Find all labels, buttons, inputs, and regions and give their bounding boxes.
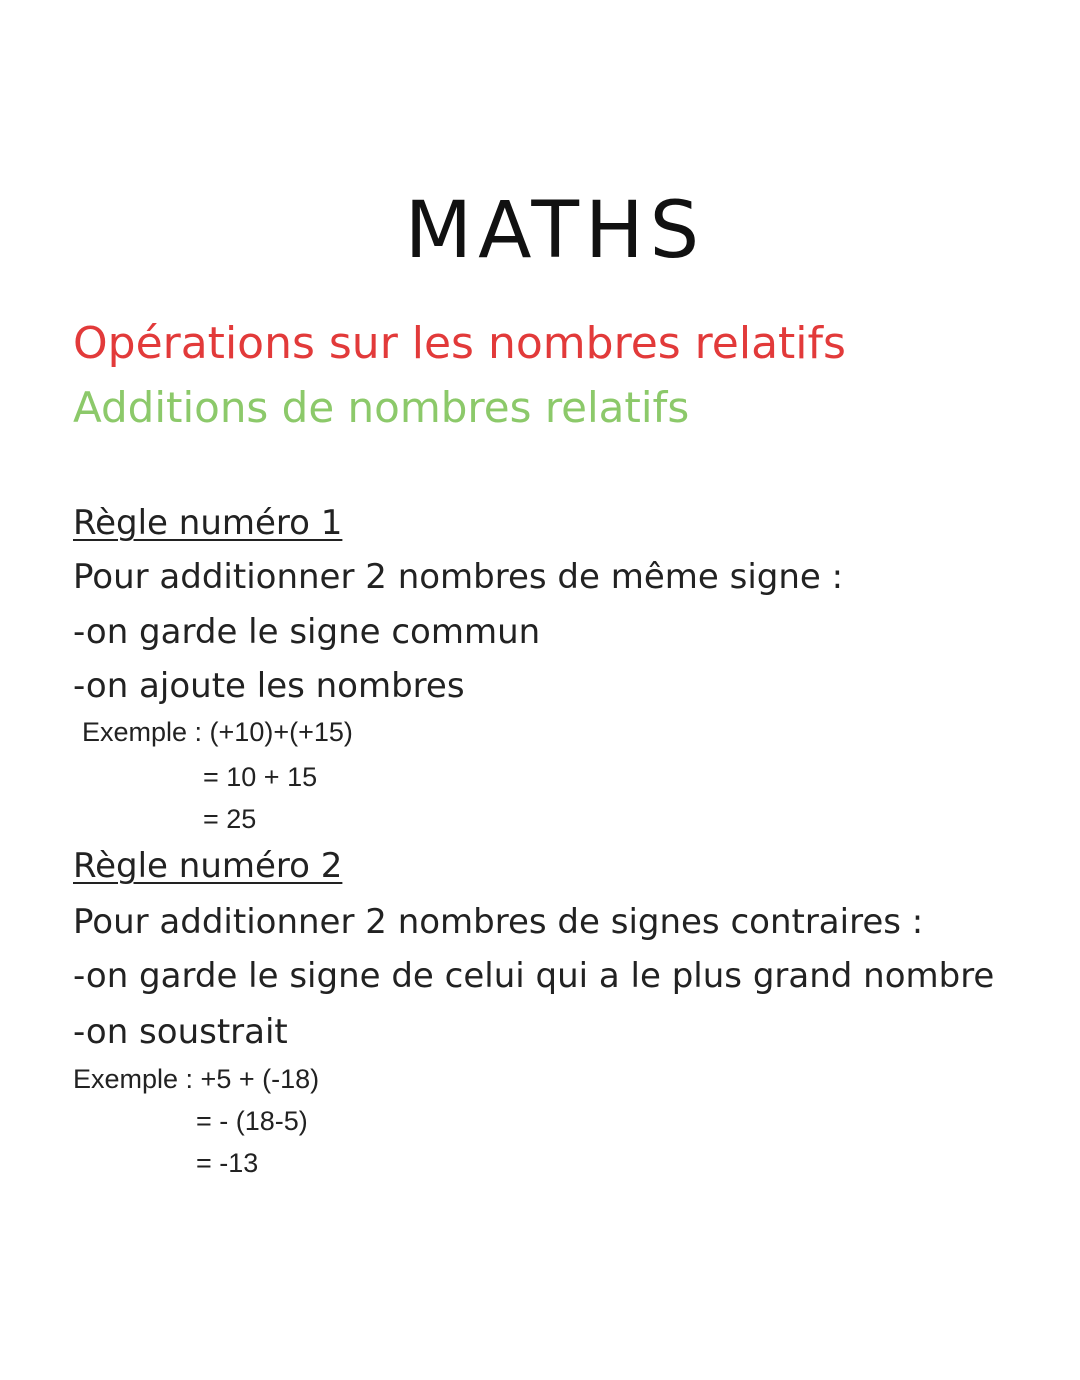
rule-2-title: Règle numéro 2 xyxy=(73,846,343,886)
rule-2-example-line-3: = -13 xyxy=(196,1148,259,1178)
rule-2-example-line-2: = - (18-5) xyxy=(196,1106,308,1136)
page-title: MATHS xyxy=(404,186,706,276)
section-subheading: Additions de nombres relatifs xyxy=(73,383,690,432)
rule-1-example-line-2: = 10 + 15 xyxy=(203,762,318,792)
rule-1-line-1: Pour additionner 2 nombres de même signe : xyxy=(73,557,844,597)
rule-1-line-2: -on garde le signe commun xyxy=(73,612,541,652)
rule-2-line-2: -on garde le signe de celui qui a le plus grand nombre xyxy=(73,956,995,996)
section-heading: Opérations sur les nombres relatifs xyxy=(73,318,846,369)
rule-2-line-1: Pour additionner 2 nombres de signes contraires : xyxy=(73,902,924,942)
rule-1-line-3: -on ajoute les nombres xyxy=(73,666,465,706)
rule-1-example-line-3: = 25 xyxy=(203,804,257,834)
rule-2-line-3: -on soustrait xyxy=(73,1012,288,1052)
rule-2-example-line-1: Exemple : +5 + (-18) xyxy=(73,1064,320,1094)
rule-1-title: Règle numéro 1 xyxy=(73,503,343,543)
rule-1-example-line-1: Exemple : (+10)+(+15) xyxy=(82,717,353,747)
